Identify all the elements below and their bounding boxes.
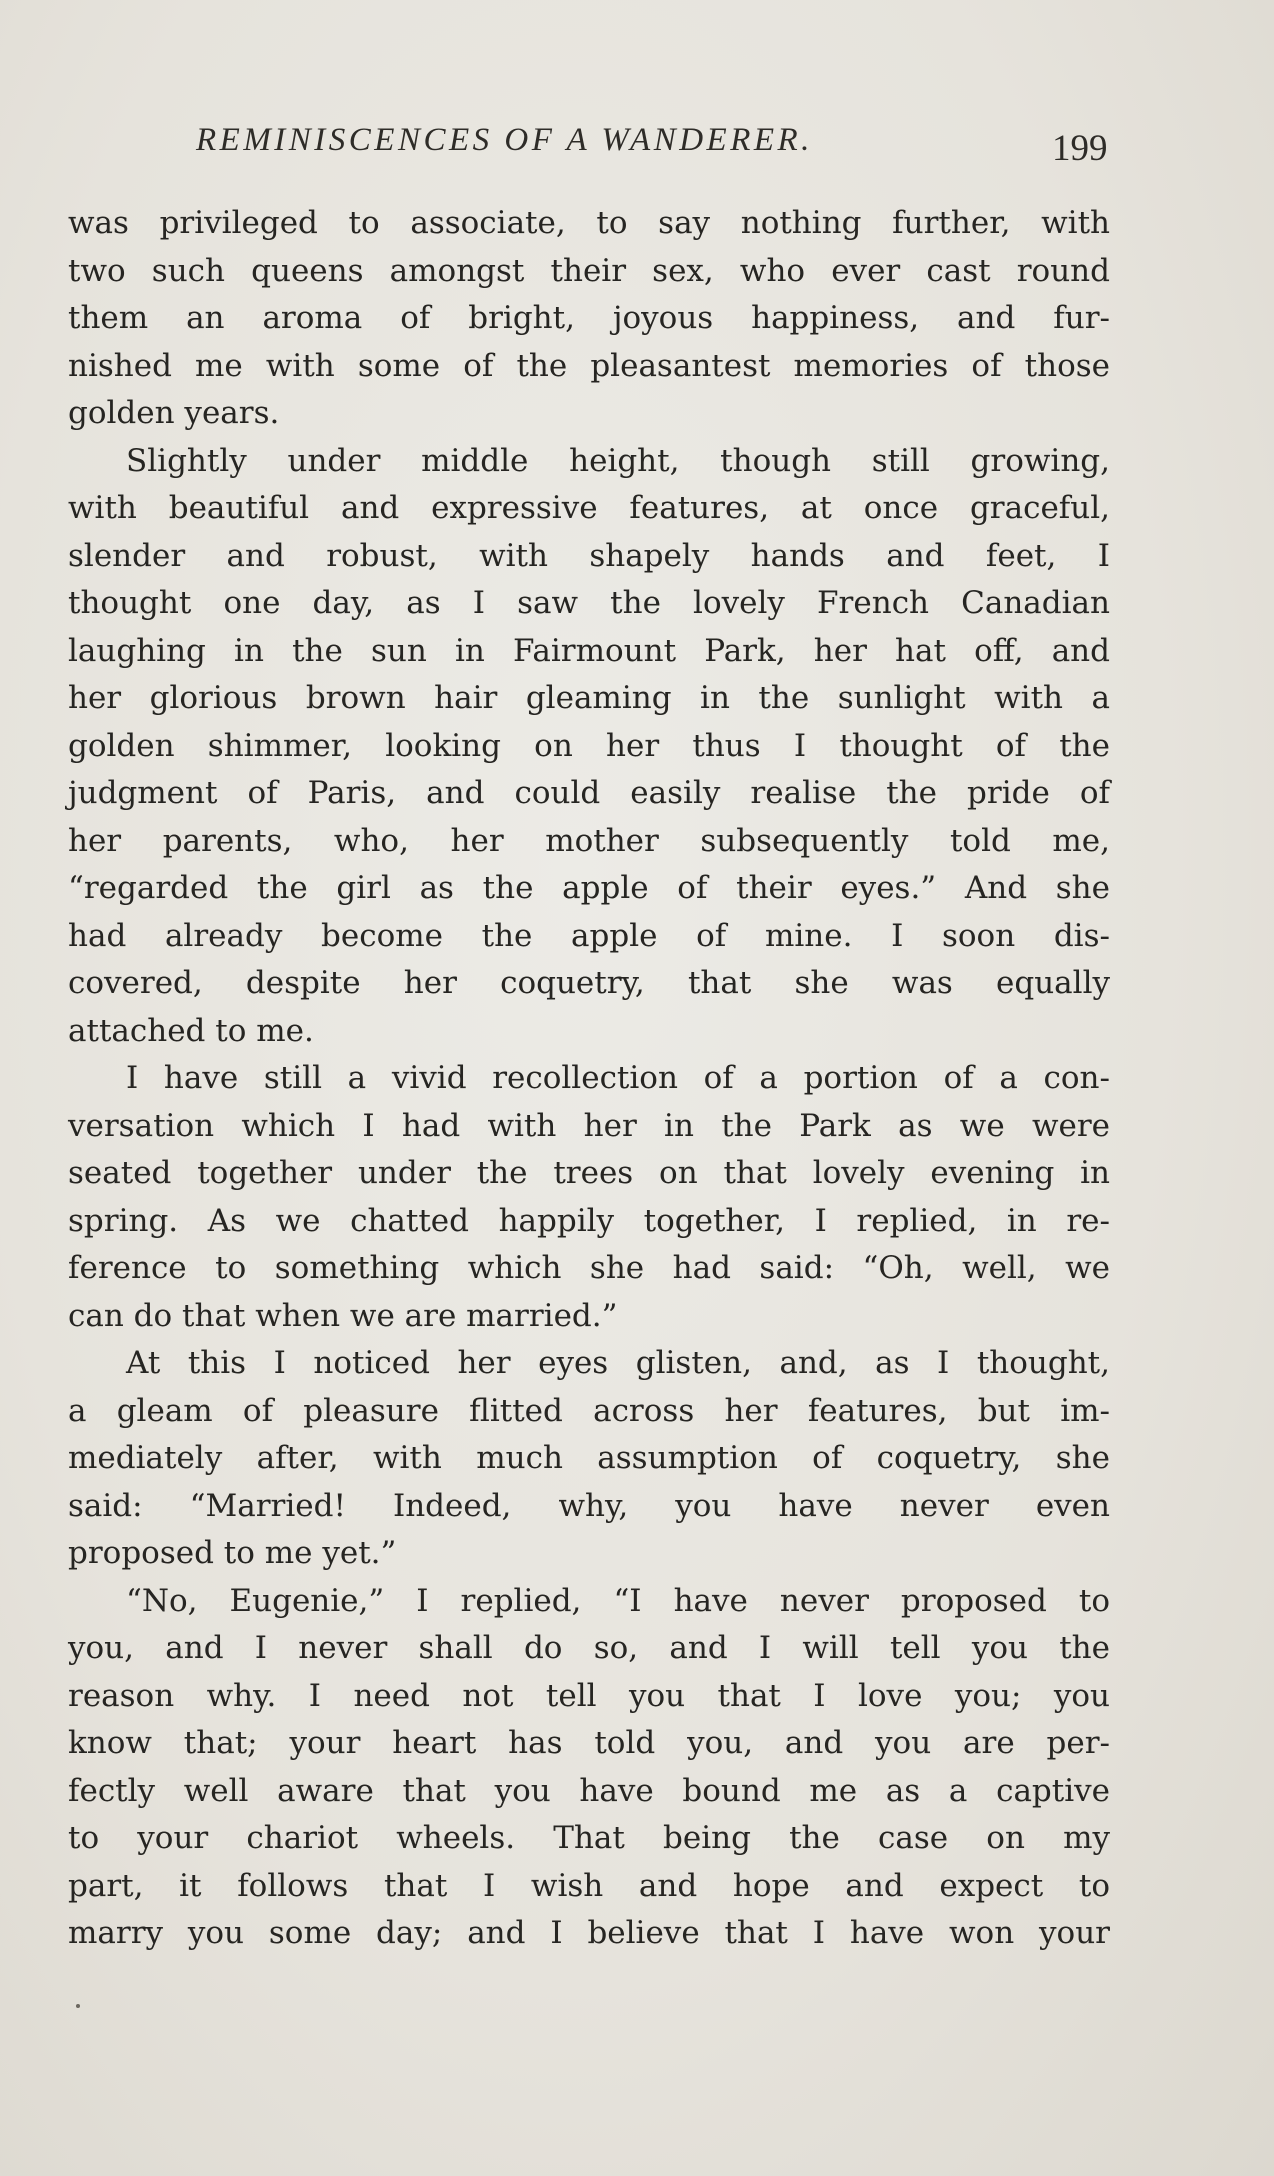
paragraph-2 bbox=[68, 438, 1110, 1056]
text-line: know that; your heart has told you, and you are per- bbox=[68, 1725, 1110, 1761]
text-line: ference to something which she had said: “Oh, well, we bbox=[68, 1250, 1110, 1286]
paragraph-4 bbox=[68, 1340, 1110, 1578]
text-line: to your chariot wheels. That being the case on my bbox=[68, 1820, 1110, 1856]
text-line: proposed to me yet.” bbox=[68, 1535, 397, 1571]
text-line: covered, despite her coquetry, that she was equally bbox=[68, 965, 1110, 1001]
text-line: her parents, who, her mother subsequently told me, bbox=[68, 822, 1110, 859]
text-line: “No, Eugenie,” I replied, “I have never proposed to bbox=[126, 1582, 1110, 1619]
text-line: had already become the apple of mine. I soon dis- bbox=[68, 917, 1110, 954]
paragraph-3 bbox=[68, 1055, 1110, 1340]
text-line: part, it follows that I wish and hope and expect to bbox=[68, 1867, 1110, 1904]
text-line: Slightly under middle height, though still growing, bbox=[126, 442, 1110, 479]
running-head: REMINISCENCES OF A WANDERER. bbox=[196, 122, 813, 158]
paper-speck bbox=[76, 2004, 80, 2008]
page-number: 199 bbox=[1052, 128, 1108, 169]
text-line: attached to me. bbox=[68, 1012, 314, 1049]
text-line: judgment of Paris, and could easily realise the pride of bbox=[68, 775, 1110, 811]
text-line: her glorious brown hair gleaming in the sunlight with a bbox=[68, 680, 1110, 716]
text-line: laughing in the sun in Fairmount Park, her hat off, and bbox=[68, 632, 1110, 669]
text-line: golden shimmer, looking on her thus I thought of the bbox=[68, 727, 1110, 764]
text-line: fectly well aware that you have bound me as a captive bbox=[68, 1772, 1110, 1809]
text-line: was privileged to associate, to say nothing further, with bbox=[68, 205, 1110, 241]
paragraph-1 bbox=[68, 200, 1110, 438]
paragraph-5 bbox=[68, 1578, 1110, 1958]
text-line: said: “Married! Indeed, why, you have never even bbox=[68, 1487, 1110, 1524]
text-line: a gleam of pleasure flitted across her features, but im- bbox=[68, 1392, 1110, 1429]
text-line: nished me with some of the pleasantest memories of those bbox=[68, 347, 1110, 384]
text-line: At this I noticed her eyes glisten, and, as I thought, bbox=[126, 1345, 1110, 1381]
text-line: slender and robust, with shapely hands and feet, I bbox=[68, 537, 1110, 574]
text-line: reason why. I need not tell you that I love you; you bbox=[68, 1677, 1110, 1714]
text-line: seated together under the trees on that lovely evening in bbox=[68, 1155, 1110, 1191]
text-line: them an aroma of bright, joyous happiness, and fur- bbox=[68, 300, 1110, 336]
text-line: can do that when we are married.” bbox=[68, 1297, 618, 1334]
text-line: versation which I had with her in the Park as we were bbox=[68, 1107, 1110, 1144]
text-line: with beautiful and expressive features, at once graceful, bbox=[68, 490, 1110, 526]
text-line: I have still a vivid recollection of a portion of a con- bbox=[126, 1060, 1110, 1096]
text-line: thought one day, as I saw the lovely French Canadian bbox=[68, 585, 1110, 621]
text-line: spring. As we chatted happily together, I replied, in re- bbox=[68, 1202, 1110, 1239]
text-line: golden years. bbox=[68, 395, 280, 431]
body-text bbox=[68, 200, 1110, 1958]
text-line: mediately after, with much assumption of coquetry, she bbox=[68, 1440, 1110, 1476]
text-line: marry you some day; and I believe that I have won your bbox=[68, 1915, 1110, 1951]
text-line: you, and I never shall do so, and I will tell you the bbox=[68, 1630, 1110, 1666]
text-line: “regarded the girl as the apple of their eyes.” And she bbox=[68, 870, 1110, 906]
text-line: two such queens amongst their sex, who ever cast round bbox=[68, 252, 1110, 289]
